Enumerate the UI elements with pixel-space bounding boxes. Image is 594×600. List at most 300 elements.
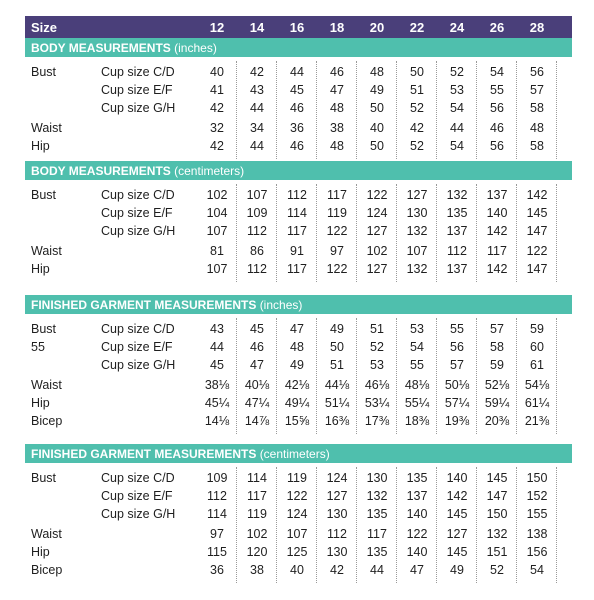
table-cell: 114 <box>207 507 227 521</box>
table-cell: 49¼ <box>284 396 310 410</box>
table-cell: 45 <box>250 322 264 336</box>
table-cell: 56 <box>490 139 504 153</box>
table-cell: 140 <box>446 471 468 485</box>
table-cell: 44 <box>290 65 304 79</box>
table-row <box>25 505 572 523</box>
table-cell: 42 <box>250 65 264 79</box>
table-cell: 127 <box>366 224 388 238</box>
row-label: Waist <box>31 121 62 135</box>
table-cell: 19⅜ <box>444 414 470 428</box>
table-cell: 127 <box>446 527 468 541</box>
table-cell: 40 <box>370 121 384 135</box>
table-row <box>25 543 572 561</box>
table-cell: 97 <box>330 244 344 258</box>
table-cell: 155 <box>526 507 548 521</box>
column-divider <box>516 467 517 583</box>
table-cell: 140 <box>406 507 428 521</box>
section-title <box>31 41 217 55</box>
table-cell: 40 <box>290 563 304 577</box>
table-cell: 43 <box>250 83 264 97</box>
column-divider <box>276 467 277 583</box>
table-cell: 51 <box>330 358 344 372</box>
table-cell: 55 <box>490 83 504 97</box>
column-divider <box>476 184 477 282</box>
section-title-band <box>25 444 572 463</box>
section-body <box>25 180 572 278</box>
table-cell: 107 <box>206 262 228 276</box>
table-row <box>25 561 572 579</box>
table-cell: 138 <box>526 527 548 541</box>
column-divider <box>276 318 277 434</box>
column-divider <box>556 318 557 434</box>
table-cell: 107 <box>286 527 308 541</box>
table-cell: 102 <box>206 188 228 202</box>
column-divider <box>436 184 437 282</box>
section-body <box>25 463 572 579</box>
column-divider <box>396 318 397 434</box>
table-cell: 117 <box>287 262 307 276</box>
table-cell: 124 <box>366 206 388 220</box>
column-divider <box>556 184 557 282</box>
table-cell: 135 <box>406 471 428 485</box>
row-sublabel: Cup size E/F <box>101 83 173 97</box>
column-divider <box>236 184 237 282</box>
column-divider <box>476 61 477 159</box>
table-row <box>25 338 572 356</box>
table-cell: 50 <box>370 101 384 115</box>
table-row <box>25 376 572 394</box>
table-cell: 42 <box>210 139 224 153</box>
table-cell: 60 <box>530 340 544 354</box>
table-cell: 57¼ <box>444 396 470 410</box>
table-cell: 107 <box>406 244 428 258</box>
table-cell: 21⅜ <box>524 414 550 428</box>
table-cell: 51 <box>370 322 384 336</box>
table-row <box>25 394 572 412</box>
table-cell: 61¼ <box>524 396 550 410</box>
table-cell: 130 <box>326 545 348 559</box>
table-cell: 49 <box>450 563 464 577</box>
table-cell: 122 <box>526 244 548 258</box>
column-divider <box>236 318 237 434</box>
section-gap <box>25 430 572 444</box>
table-cell: 51¼ <box>324 396 350 410</box>
table-cell: 61 <box>530 358 544 372</box>
row-label: Waist <box>31 378 62 392</box>
table-cell: 147 <box>486 489 508 503</box>
size-header-cell: 22 <box>409 20 425 35</box>
section-title-band <box>25 38 572 57</box>
measurement-sections <box>25 38 572 579</box>
size-header-row <box>25 16 572 38</box>
column-divider <box>356 318 357 434</box>
table-cell: 52⅛ <box>484 378 510 392</box>
table-row <box>25 242 572 260</box>
table-cell: 112 <box>247 262 267 276</box>
table-cell: 122 <box>326 224 348 238</box>
table-cell: 16⅜ <box>324 414 350 428</box>
size-header-cell: 14 <box>249 20 265 35</box>
table-cell: 132 <box>366 489 388 503</box>
column-divider <box>396 61 397 159</box>
table-cell: 109 <box>206 471 228 485</box>
table-cell: 53 <box>410 322 424 336</box>
table-cell: 38 <box>250 563 264 577</box>
table-row <box>25 356 572 374</box>
table-cell: 50⅛ <box>444 378 470 392</box>
table-cell: 54⅛ <box>524 378 550 392</box>
column-divider <box>396 467 397 583</box>
table-row <box>25 119 572 137</box>
column-divider <box>316 184 317 282</box>
section-title <box>31 447 330 461</box>
table-cell: 124 <box>326 471 348 485</box>
table-row <box>25 63 572 81</box>
table-row <box>25 487 572 505</box>
table-cell: 117 <box>247 489 267 503</box>
table-cell: 42 <box>410 121 424 135</box>
table-cell: 48 <box>330 101 344 115</box>
size-chart <box>25 16 572 579</box>
table-cell: 45¼ <box>204 396 230 410</box>
table-cell: 53 <box>450 83 464 97</box>
table-cell: 44 <box>450 121 464 135</box>
table-cell: 117 <box>287 224 307 238</box>
table-cell: 57 <box>450 358 464 372</box>
column-divider <box>516 61 517 159</box>
table-cell: 43 <box>210 322 224 336</box>
table-cell: 112 <box>287 188 307 202</box>
table-cell: 53 <box>370 358 384 372</box>
table-cell: 112 <box>247 224 267 238</box>
table-cell: 107 <box>206 224 228 238</box>
table-cell: 109 <box>246 206 268 220</box>
table-cell: 137 <box>406 489 428 503</box>
table-cell: 53¼ <box>364 396 390 410</box>
table-cell: 122 <box>286 489 308 503</box>
table-row <box>25 525 572 543</box>
table-cell: 42⅛ <box>284 378 310 392</box>
column-divider <box>316 61 317 159</box>
table-cell: 130 <box>326 507 348 521</box>
table-cell: 51 <box>410 83 424 97</box>
table-cell: 42 <box>330 563 344 577</box>
table-cell: 55¼ <box>404 396 430 410</box>
column-divider <box>476 318 477 434</box>
table-cell: 117 <box>487 244 507 258</box>
row-sublabel: Cup size G/H <box>101 507 176 521</box>
section-title-text: BODY MEASUREMENTS <box>31 164 171 178</box>
table-cell: 114 <box>287 206 307 220</box>
table-cell: 49 <box>290 358 304 372</box>
table-row <box>25 412 572 430</box>
row-sublabel: Cup size E/F <box>101 340 173 354</box>
column-divider <box>556 467 557 583</box>
table-cell: 54 <box>450 101 464 115</box>
table-cell: 81 <box>210 244 224 258</box>
size-header-label: Size <box>31 20 58 35</box>
table-cell: 120 <box>246 545 268 559</box>
table-cell: 140 <box>486 206 508 220</box>
row-label: Hip <box>31 545 50 559</box>
table-cell: 32 <box>210 121 224 135</box>
table-cell: 142 <box>486 224 508 238</box>
table-cell: 34 <box>250 121 264 135</box>
table-cell: 36 <box>210 563 224 577</box>
table-cell: 147 <box>526 224 548 238</box>
table-cell: 147 <box>526 262 548 276</box>
column-divider <box>556 61 557 159</box>
table-cell: 38⅛ <box>204 378 230 392</box>
column-divider <box>436 61 437 159</box>
table-cell: 145 <box>446 507 468 521</box>
row-label: Bicep <box>31 563 63 577</box>
table-cell: 52 <box>410 101 424 115</box>
row-sublabel: Cup size C/D <box>101 188 175 202</box>
column-divider <box>356 184 357 282</box>
table-cell: 142 <box>446 489 468 503</box>
table-cell: 140 <box>406 545 428 559</box>
table-cell: 56 <box>490 101 504 115</box>
table-cell: 47 <box>290 322 304 336</box>
table-cell: 45 <box>290 83 304 97</box>
section-body <box>25 57 572 155</box>
table-cell: 115 <box>207 545 227 559</box>
column-divider <box>396 184 397 282</box>
table-cell: 52 <box>370 340 384 354</box>
column-divider <box>476 467 477 583</box>
table-cell: 46 <box>330 65 344 79</box>
table-cell: 44⅛ <box>324 378 350 392</box>
table-row <box>25 204 572 222</box>
table-cell: 58 <box>530 101 544 115</box>
section-title-text: BODY MEASUREMENTS <box>31 41 171 55</box>
table-cell: 14⅛ <box>204 414 230 428</box>
table-cell: 17⅜ <box>364 414 390 428</box>
table-cell: 52 <box>490 563 504 577</box>
table-cell: 44 <box>250 139 264 153</box>
size-header-cell: 24 <box>449 20 465 35</box>
table-row <box>25 186 572 204</box>
table-cell: 86 <box>250 244 264 258</box>
table-cell: 132 <box>406 262 428 276</box>
table-cell: 59 <box>490 358 504 372</box>
table-row <box>25 469 572 487</box>
row-label: Bust <box>31 188 57 202</box>
table-cell: 102 <box>366 244 388 258</box>
section-gap <box>25 278 572 295</box>
table-cell: 46 <box>290 139 304 153</box>
table-cell: 56 <box>450 340 464 354</box>
table-cell: 107 <box>246 188 268 202</box>
table-cell: 112 <box>327 527 347 541</box>
section-unit: (centimeters) <box>174 164 245 178</box>
table-cell: 48 <box>370 65 384 79</box>
table-cell: 45 <box>210 358 224 372</box>
table-cell: 46⅛ <box>364 378 390 392</box>
section-title-band <box>25 295 572 314</box>
row-label: 55 <box>31 340 45 354</box>
column-divider <box>436 318 437 434</box>
table-cell: 48 <box>530 121 544 135</box>
row-label: Hip <box>31 139 50 153</box>
table-cell: 127 <box>406 188 428 202</box>
table-cell: 152 <box>526 489 548 503</box>
table-row <box>25 99 572 117</box>
table-cell: 55 <box>410 358 424 372</box>
table-cell: 156 <box>526 545 548 559</box>
table-cell: 47 <box>250 358 264 372</box>
table-cell: 36 <box>290 121 304 135</box>
table-cell: 15⅝ <box>284 414 310 428</box>
table-cell: 122 <box>326 262 348 276</box>
table-cell: 150 <box>526 471 548 485</box>
table-cell: 145 <box>526 206 548 220</box>
table-cell: 132 <box>406 224 428 238</box>
column-divider <box>436 467 437 583</box>
table-cell: 91 <box>290 244 304 258</box>
section-unit: (centimeters) <box>259 447 330 461</box>
table-cell: 52 <box>410 139 424 153</box>
column-divider <box>236 61 237 159</box>
row-sublabel: Cup size C/D <box>101 471 175 485</box>
table-cell: 125 <box>286 545 308 559</box>
table-cell: 38 <box>330 121 344 135</box>
table-cell: 41 <box>210 83 224 97</box>
table-cell: 54 <box>410 340 424 354</box>
section-title-text: FINISHED GARMENT MEASUREMENTS <box>31 298 257 312</box>
table-cell: 124 <box>286 507 308 521</box>
size-header-cell: 18 <box>329 20 345 35</box>
table-cell: 142 <box>526 188 548 202</box>
table-cell: 52 <box>450 65 464 79</box>
table-cell: 130 <box>366 471 388 485</box>
table-row <box>25 320 572 338</box>
table-row <box>25 81 572 99</box>
table-cell: 104 <box>206 206 228 220</box>
table-cell: 59 <box>530 322 544 336</box>
table-cell: 57 <box>530 83 544 97</box>
row-sublabel: Cup size E/F <box>101 489 173 503</box>
table-cell: 50 <box>410 65 424 79</box>
column-divider <box>276 184 277 282</box>
table-cell: 54 <box>530 563 544 577</box>
table-cell: 150 <box>486 507 508 521</box>
row-label: Hip <box>31 262 50 276</box>
size-header-cell: 20 <box>369 20 385 35</box>
row-sublabel: Cup size G/H <box>101 224 176 238</box>
table-cell: 50 <box>370 139 384 153</box>
table-cell: 137 <box>446 262 468 276</box>
table-cell: 44 <box>250 101 264 115</box>
row-sublabel: Cup size G/H <box>101 101 176 115</box>
table-cell: 18⅜ <box>404 414 430 428</box>
table-cell: 50 <box>330 340 344 354</box>
table-cell: 122 <box>406 527 428 541</box>
table-cell: 48 <box>290 340 304 354</box>
table-cell: 42 <box>210 101 224 115</box>
table-cell: 54 <box>450 139 464 153</box>
row-label: Bust <box>31 65 57 79</box>
table-cell: 14⅞ <box>244 414 270 428</box>
section-title-band <box>25 161 572 180</box>
column-divider <box>316 467 317 583</box>
table-row <box>25 222 572 240</box>
table-cell: 137 <box>446 224 468 238</box>
table-cell: 135 <box>366 507 388 521</box>
size-header-cell: 28 <box>529 20 545 35</box>
table-cell: 132 <box>486 527 508 541</box>
section-title-text: FINISHED GARMENT MEASUREMENTS <box>31 447 257 461</box>
section-unit: (inches) <box>259 298 303 312</box>
table-cell: 112 <box>447 244 467 258</box>
row-sublabel: Cup size C/D <box>101 322 175 336</box>
table-cell: 54 <box>490 65 504 79</box>
table-cell: 48 <box>330 139 344 153</box>
table-cell: 47 <box>410 563 424 577</box>
row-label: Hip <box>31 396 50 410</box>
section-title <box>31 164 244 178</box>
table-cell: 55 <box>450 322 464 336</box>
row-label: Waist <box>31 244 62 258</box>
column-divider <box>276 61 277 159</box>
row-label: Bicep <box>31 414 63 428</box>
table-cell: 97 <box>210 527 224 541</box>
table-row <box>25 137 572 155</box>
row-sublabel: Cup size G/H <box>101 358 176 372</box>
table-cell: 20⅜ <box>484 414 510 428</box>
column-divider <box>236 467 237 583</box>
table-row <box>25 260 572 278</box>
column-divider <box>356 467 357 583</box>
table-cell: 117 <box>327 188 347 202</box>
table-cell: 114 <box>247 471 267 485</box>
table-cell: 102 <box>246 527 268 541</box>
section-body <box>25 314 572 430</box>
table-cell: 145 <box>446 545 468 559</box>
table-cell: 58 <box>530 139 544 153</box>
size-header-cell: 26 <box>489 20 505 35</box>
table-cell: 40⅛ <box>244 378 270 392</box>
size-header-cell: 12 <box>209 20 225 35</box>
table-cell: 127 <box>366 262 388 276</box>
table-cell: 135 <box>366 545 388 559</box>
table-cell: 112 <box>207 489 227 503</box>
table-cell: 44 <box>370 563 384 577</box>
row-sublabel: Cup size E/F <box>101 206 173 220</box>
table-cell: 130 <box>406 206 428 220</box>
section-title <box>31 298 302 312</box>
row-label: Bust <box>31 322 57 336</box>
table-cell: 49 <box>330 322 344 336</box>
table-cell: 119 <box>327 206 347 220</box>
size-header-cell: 16 <box>289 20 305 35</box>
table-cell: 119 <box>287 471 307 485</box>
table-cell: 47¼ <box>244 396 270 410</box>
row-label: Bust <box>31 471 57 485</box>
table-cell: 142 <box>486 262 508 276</box>
column-divider <box>516 184 517 282</box>
table-cell: 117 <box>367 527 387 541</box>
row-sublabel: Cup size C/D <box>101 65 175 79</box>
row-label: Waist <box>31 527 62 541</box>
table-cell: 56 <box>530 65 544 79</box>
table-cell: 49 <box>370 83 384 97</box>
column-divider <box>356 61 357 159</box>
column-divider <box>516 318 517 434</box>
table-cell: 57 <box>490 322 504 336</box>
table-cell: 59¼ <box>484 396 510 410</box>
